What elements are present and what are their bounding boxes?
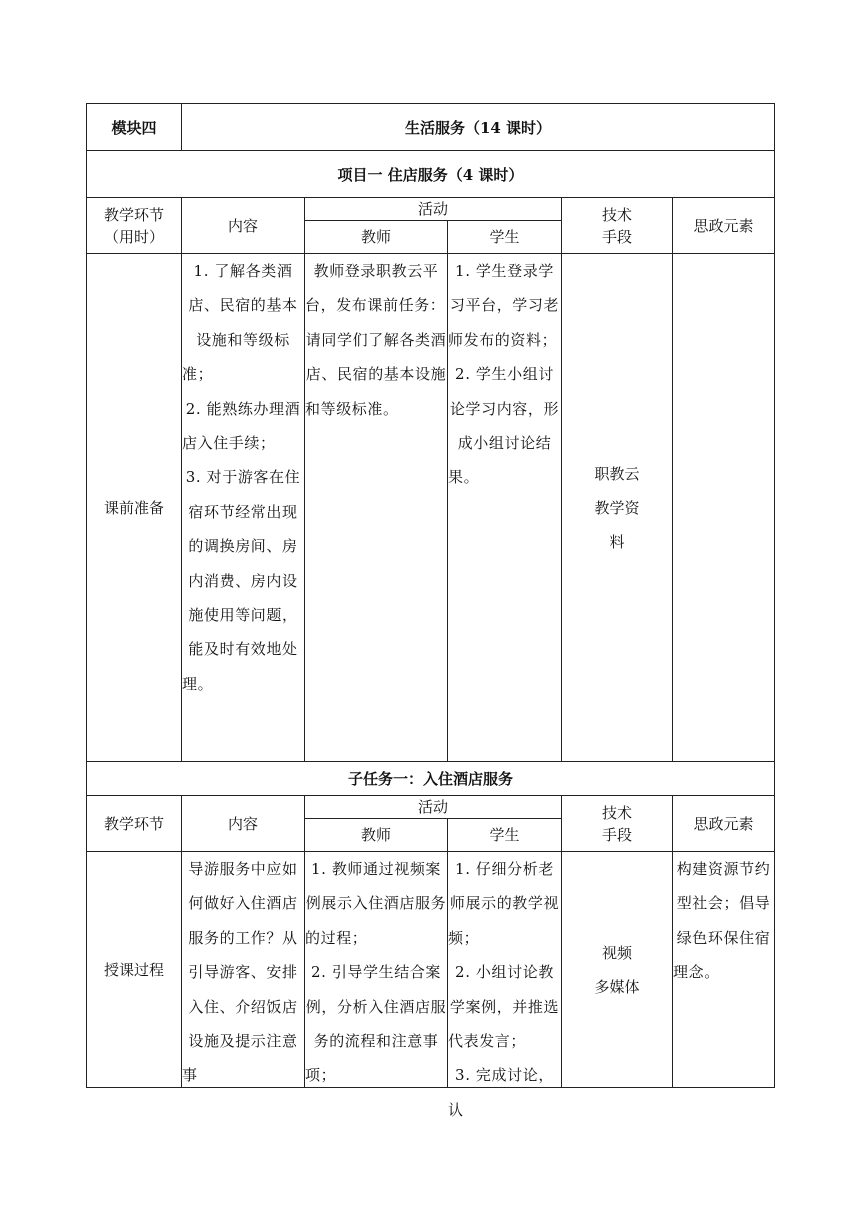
prep-row xyxy=(87,254,775,762)
subtask-row xyxy=(87,762,775,796)
process-ideology-cell xyxy=(673,852,775,1088)
process-tech: 视频 多媒体 xyxy=(562,852,673,1088)
process-content-cell xyxy=(182,852,305,1088)
process-teacher: 1. 教师通过视频案例展示入住酒店服务的过程； 2. 引导学生结合案例，分析入住酒店服务的流程和注意事项； xyxy=(305,860,447,1085)
module-row xyxy=(87,104,775,151)
process-row xyxy=(87,852,775,1088)
header2-ideology: 思政元素 xyxy=(673,796,775,852)
process-student-cell xyxy=(448,852,562,1119)
header-teacher: 教师 xyxy=(305,221,448,254)
header-content: 内容 xyxy=(182,198,305,254)
module-title: 生活服务（14 课时） xyxy=(182,104,775,151)
prep-teacher: 教师登录职教云平台，发布课前任务： 请同学们了解各类酒店、民宿的基本设施和等级标准。 xyxy=(305,254,448,762)
prep-ideology xyxy=(673,254,775,762)
process-ideology: 构建资源节约型社会；倡导绿色环保住宿理念。 xyxy=(673,860,771,982)
process-student: 1. 仔细分析老师展示的教学视频； 2. 小组讨论教学案例，并推选代表发言； 3. 完成讨论，认 xyxy=(448,860,560,1119)
header2-teacher: 教师 xyxy=(305,819,448,852)
header2-content: 内容 xyxy=(182,796,305,852)
process-stage: 授课过程 xyxy=(87,852,182,1088)
project-row xyxy=(87,151,775,198)
module-label: 模块四 xyxy=(87,104,182,151)
header-row-1a xyxy=(87,198,775,221)
project-title: 项目一 住店服务（4 课时） xyxy=(87,151,775,198)
header-tech: 技术 手段 xyxy=(562,198,673,254)
header-row-2a xyxy=(87,796,775,819)
prep-tech: 职教云 教学资 料 xyxy=(562,254,673,762)
header-ideology: 思政元素 xyxy=(673,198,775,254)
header-student: 学生 xyxy=(448,221,562,254)
prep-content: 1. 了解各类酒店、民宿的基本设施和等级标准； 2. 能熟练办理酒店入住手续； 3. 对于游客在住宿环节经常出现的调换房间、房内消费、房内设施使用等问题，能及时有效地处理。 xyxy=(182,254,305,762)
prep-student: 1. 学生登录学习平台，学习老师发布的资料； 2. 学生小组讨论学习内容，形成小组讨论结果。 xyxy=(448,254,562,762)
prep-stage: 课前准备 xyxy=(87,254,182,762)
process-teacher-cell xyxy=(305,852,448,1088)
header2-student: 学生 xyxy=(448,819,562,852)
header2-activity: 活动 xyxy=(305,796,562,819)
process-content: 导游服务中应如何做好入住酒店服务的工作？从引导游客、安排入住、介绍饭店设施及提示注意事 xyxy=(182,860,298,1085)
header2-tech: 技术 手段 xyxy=(562,796,673,852)
header-stage: 教学环节 （用时） xyxy=(87,198,182,254)
subtask-title: 子任务一：入住酒店服务 xyxy=(87,762,775,796)
header2-stage: 教学环节 xyxy=(87,796,182,852)
header-activity: 活动 xyxy=(305,198,562,221)
lesson-plan-table xyxy=(86,103,775,1119)
